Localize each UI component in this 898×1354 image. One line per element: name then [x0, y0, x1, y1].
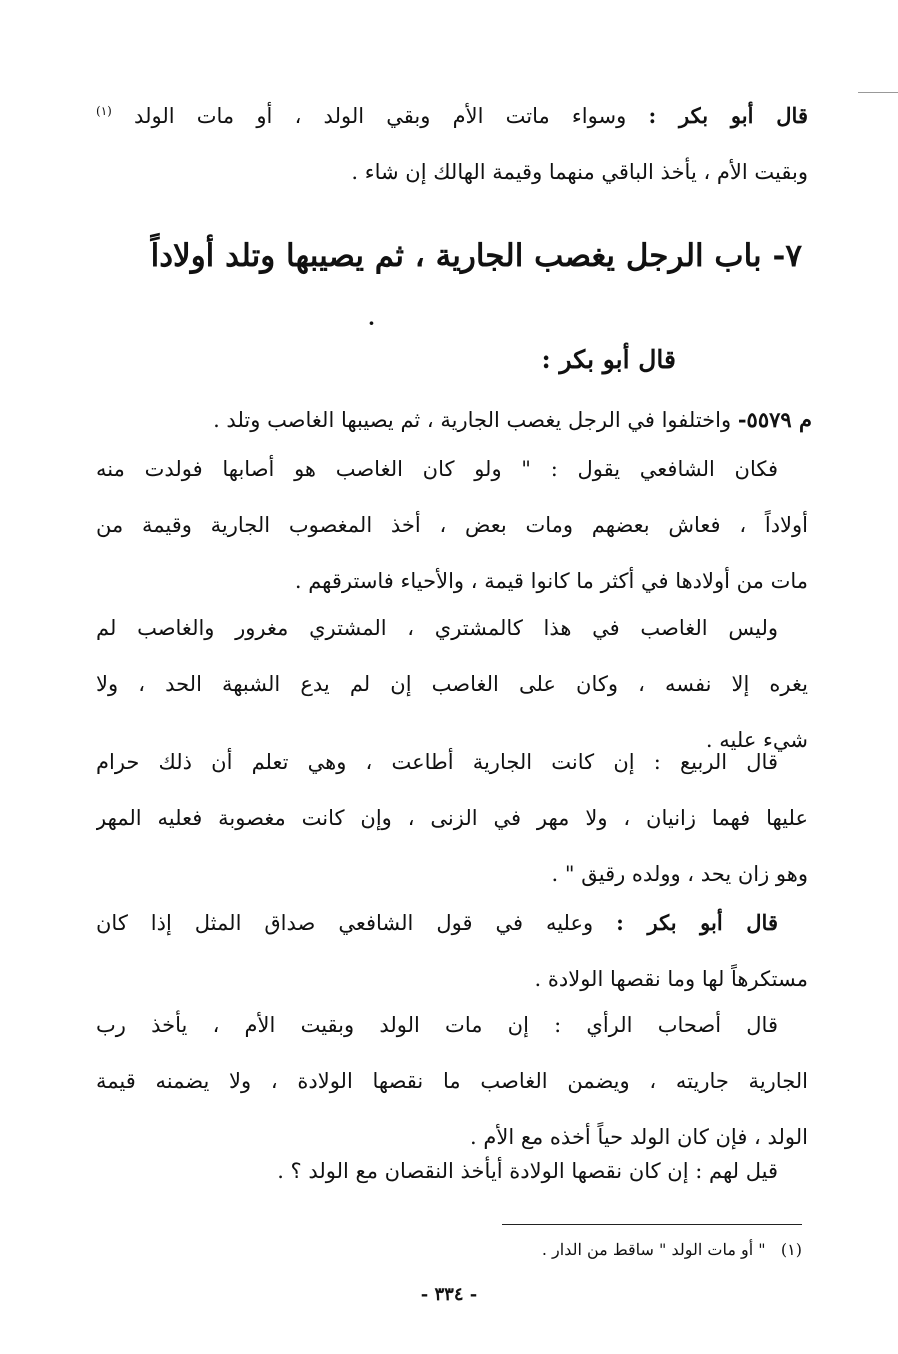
footnote-rule — [502, 1224, 802, 1225]
page-number: - ٣٣٤ - — [420, 1284, 478, 1305]
qila-line: قيل لهم : إن كان نقصها الولادة أيأخذ النقصان مع الولد ؟ . — [277, 1159, 778, 1183]
opening-line2: وبقيت الأم ، يأخذ الباقي منهما وقيمة الهالك إن شاء . — [351, 160, 808, 184]
rabi-line: قال الربيع : إن كانت الجارية أطاعت ، وهي تعلم أن ذلك حرام — [96, 750, 778, 774]
footnote-text: " أو مات الولد " ساقط من الدار . — [541, 1240, 766, 1259]
ghasib-line: وليس الغاصب في هذا كالمشتري ، المشتري مغرور والغاصب لم — [96, 616, 778, 640]
footnote — [542, 1240, 802, 1259]
ray-paragraph — [96, 997, 808, 1165]
entry-number: م ٥٥٧٩- — [737, 407, 812, 432]
shafii-line: فكان الشافعي يقول : " ولو كان الغاصب هو أصابها فولدت منه — [96, 457, 778, 481]
entry-text: واختلفوا في الرجل يغصب الجارية ، ثم يصيبها الغاصب وتلد . — [213, 408, 732, 432]
rabi-line: عليها فهما زانيان ، ولا مهر في الزنى ، وإن كانت مغصوبة فعليه المهر — [96, 806, 808, 830]
stray-ink-dot: · — [368, 311, 375, 335]
section-speaker: قال أبو بكر : — [541, 345, 676, 374]
entry-paragraph — [96, 392, 812, 448]
rabi-line: وهو زان يحد ، وولده رقيق " . — [551, 862, 808, 886]
abubakr-line: وعليه في قول الشافعي صداق المثل إذا كان — [96, 911, 594, 935]
footnote-marker: (١) — [780, 1240, 802, 1259]
ghasib-line: شيء عليه . — [705, 728, 808, 752]
qila-paragraph — [96, 1143, 808, 1199]
ray-line: قال أصحاب الرأي : إن مات الولد وبقيت الأم ، يأخذ رب — [96, 1013, 778, 1037]
page-edge-mark — [858, 92, 898, 93]
rabi-paragraph — [96, 734, 808, 902]
ray-line: الولد ، فإن كان الولد حياً أخذه مع الأم . — [469, 1125, 808, 1149]
opening-paragraph — [96, 88, 808, 200]
ghasib-line: يغره إلا نفسه ، وكان على الغاصب إن لم يدع الشبهة الحد ، ولا — [96, 672, 808, 696]
abubakr-speaker: قال أبو بكر : — [616, 910, 778, 935]
opening-line1-text: وسواء ماتت الأم وبقي الولد ، أو مات الولد — [134, 104, 627, 128]
shafii-line: مات من أولادها في أكثر ما كانوا قيمة ، والأحياء فاسترقهم . — [294, 569, 808, 593]
abubakr-paragraph — [96, 895, 808, 1007]
shafii-paragraph — [96, 441, 808, 609]
chapter-title: ٧- باب الرجل يغصب الجارية ، ثم يصيبها وتلد أولاداً — [150, 238, 802, 274]
opening-speaker: قال أبو بكر : — [648, 103, 808, 128]
abubakr-line: مستكرهاً لها وما نقصها الولادة . — [534, 967, 808, 991]
footnote-reference: (١) — [96, 104, 112, 118]
shafii-line: أولاداً ، فعاش بعضهم ومات بعض ، أخذ المغصوب الجارية وقيمة من — [96, 513, 808, 537]
ray-line: الجارية جاريته ، ويضمن الغاصب ما نقصها الولادة ، ولا يضمنه قيمة — [96, 1069, 808, 1093]
